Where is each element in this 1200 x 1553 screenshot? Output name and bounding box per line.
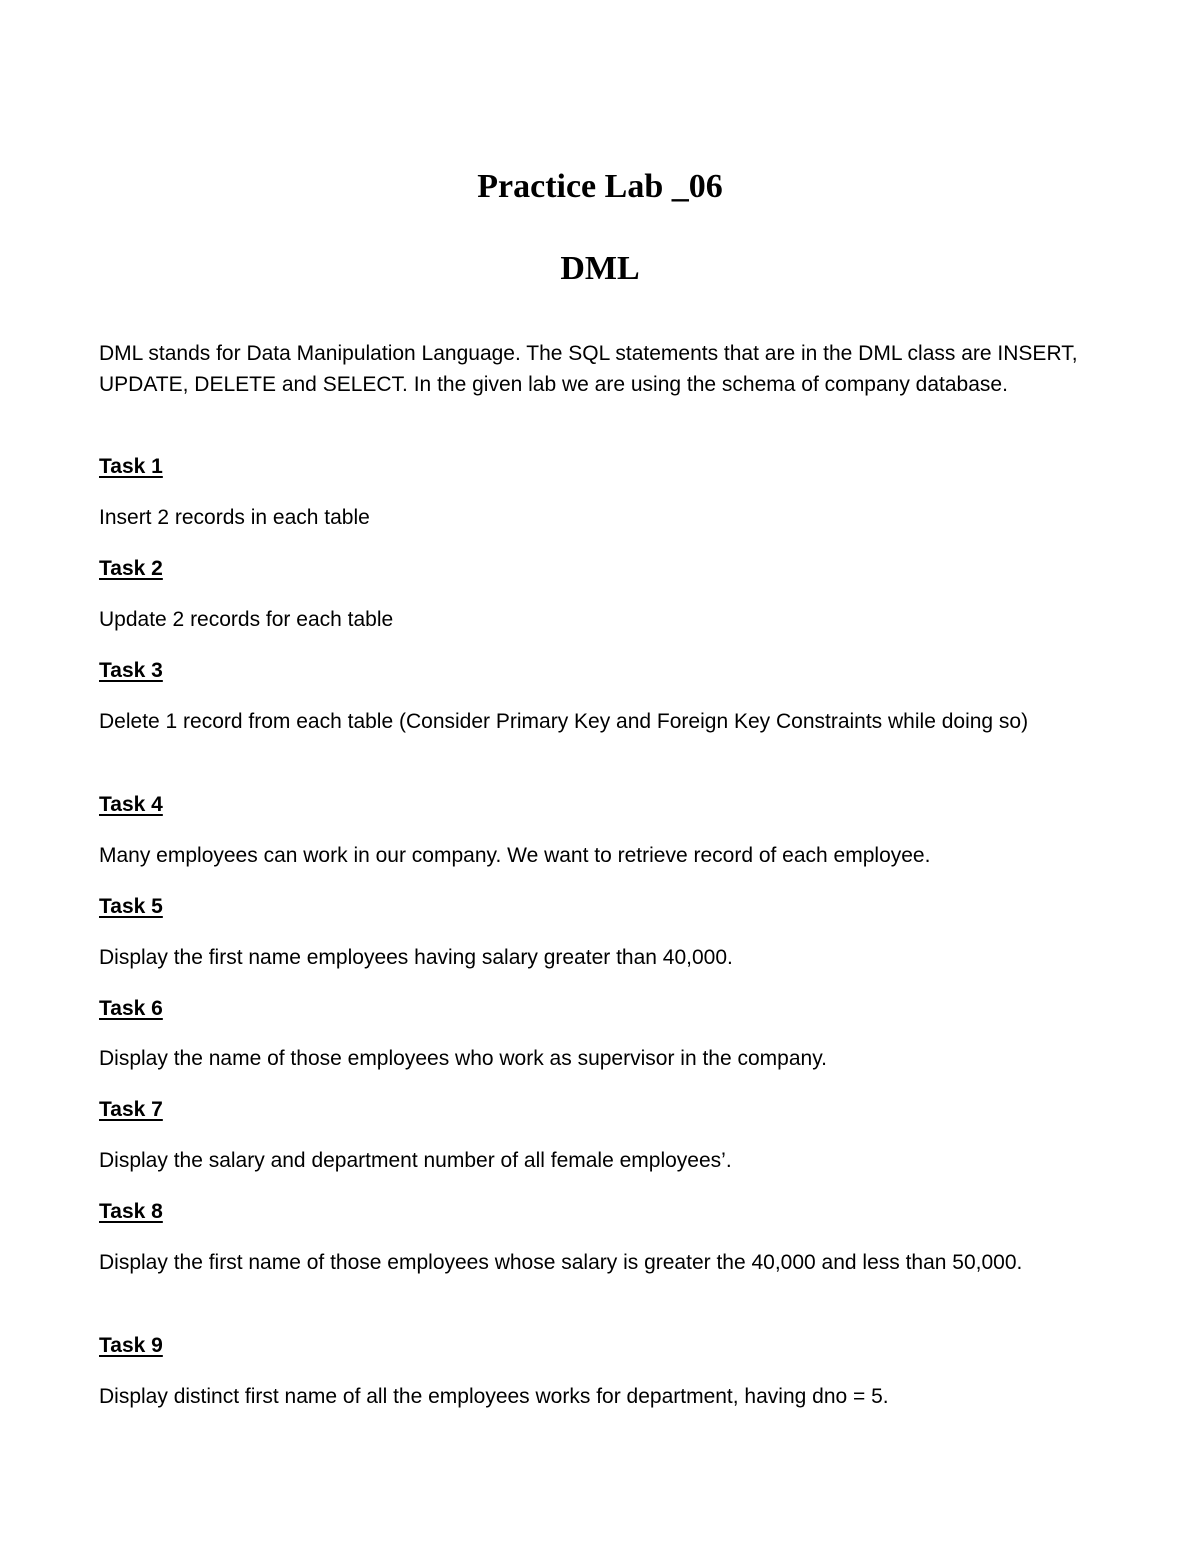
task-6-heading: Task 6 <box>99 997 163 1020</box>
task-7-heading: Task 7 <box>99 1098 163 1121</box>
task-4-heading: Task 4 <box>99 793 163 816</box>
task-1-text: Insert 2 records in each table <box>99 506 370 529</box>
task-2-heading: Task 2 <box>99 557 163 580</box>
task-4-text: Many employees can work in our company. We want to retrieve record of each employee. <box>99 844 931 867</box>
task-9-text: Display distinct first name of all the employees works for department, having dno = 5. <box>99 1385 889 1408</box>
task-5-text: Display the first name employees having salary greater than 40,000. <box>99 946 733 969</box>
task-5-heading: Task 5 <box>99 895 163 918</box>
task-9-heading: Task 9 <box>99 1334 163 1357</box>
task-6-text: Display the name of those employees who work as supervisor in the company. <box>99 1047 827 1070</box>
task-2-text: Update 2 records for each table <box>99 608 394 631</box>
task-1-heading: Task 1 <box>99 455 163 478</box>
intro-paragraph: DML stands for Data Manipulation Language. The SQL statements that are in the DML class are INSERT, UPDATE, DELETE and SELECT. In the given lab we are using the schema of company database. <box>99 342 1078 396</box>
document-subtitle: DML <box>560 250 640 287</box>
task-8-text: Display the first name of those employees whose salary is greater the 40,000 and less than 50,000. <box>99 1251 1023 1274</box>
task-3-heading: Task 3 <box>99 659 163 682</box>
task-7-text: Display the salary and department number of all female employees’. <box>99 1149 732 1172</box>
task-8-heading: Task 8 <box>99 1200 163 1223</box>
document-title: Practice Lab _06 <box>477 168 723 205</box>
task-3-text: Delete 1 record from each table (Consider Primary Key and Foreign Key Constraints while doing so) <box>99 710 1029 733</box>
